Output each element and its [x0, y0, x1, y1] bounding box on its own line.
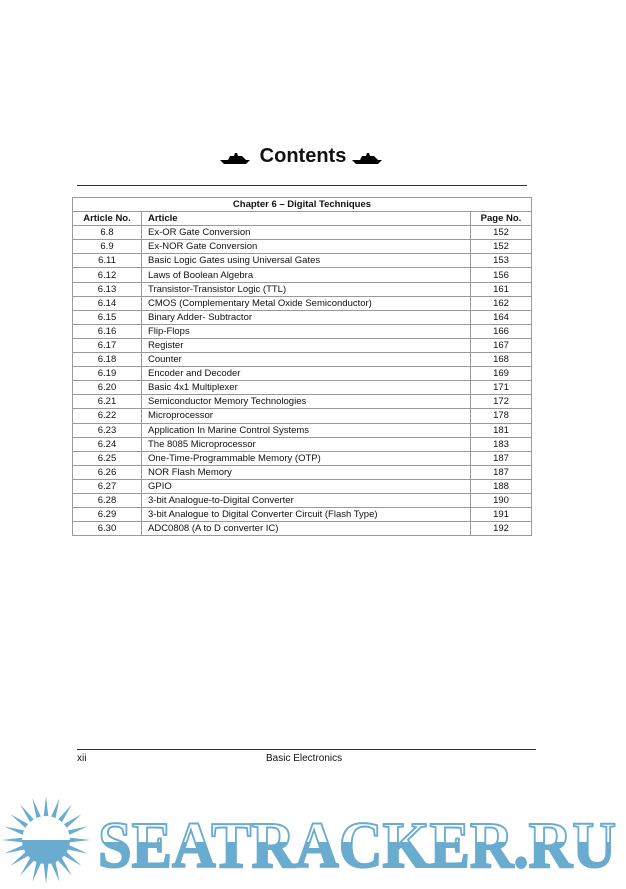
table-row [73, 324, 532, 338]
page-no: 162 [471, 296, 532, 310]
article-title: Flip-Flops [142, 324, 471, 338]
article-no: 6.16 [73, 324, 142, 338]
article-title: Basic Logic Gates using Universal Gates [142, 254, 471, 268]
article-title: Ex-OR Gate Conversion [142, 226, 471, 240]
table-row [73, 254, 532, 268]
page-no: 172 [471, 395, 532, 409]
page-no: 161 [471, 282, 532, 296]
table-row [73, 437, 532, 451]
chapter-heading: Chapter 6 – Digital Techniques [73, 198, 532, 212]
table-row [73, 282, 532, 296]
article-title: Binary Adder- Subtractor [142, 310, 471, 324]
article-title: Semiconductor Memory Technologies [142, 395, 471, 409]
ship-icon [352, 152, 386, 164]
article-title: Ex-NOR Gate Conversion [142, 240, 471, 254]
article-title: Register [142, 338, 471, 352]
book-title: Basic Electronics [266, 753, 343, 764]
article-title: Counter [142, 353, 471, 367]
article-no: 6.15 [73, 310, 142, 324]
column-header-page-no: Page No. [471, 212, 532, 226]
page-no: 187 [471, 451, 532, 465]
contents-table [72, 197, 532, 536]
page-number: xii [77, 753, 87, 764]
table-row [73, 310, 532, 324]
table-row [73, 240, 532, 254]
page-no: 153 [471, 254, 532, 268]
watermark-logo [0, 795, 626, 889]
article-no: 6.14 [73, 296, 142, 310]
table-row [73, 268, 532, 282]
page-title [0, 145, 606, 168]
page-no: 152 [471, 226, 532, 240]
article-no: 6.30 [73, 522, 142, 536]
article-title: 3-bit Analogue to Digital Converter Circuit (Flash Type) [142, 508, 471, 522]
article-title: Laws of Boolean Algebra [142, 268, 471, 282]
article-title: 3-bit Analogue-to-Digital Converter [142, 493, 471, 507]
page-no: 164 [471, 310, 532, 324]
article-title: GPIO [142, 479, 471, 493]
table-row [73, 395, 532, 409]
table-row [73, 465, 532, 479]
page-no: 187 [471, 465, 532, 479]
table-row [73, 353, 532, 367]
article-no: 6.12 [73, 268, 142, 282]
page-no: 181 [471, 423, 532, 437]
table-row [73, 338, 532, 352]
article-no: 6.19 [73, 367, 142, 381]
page-no: 166 [471, 324, 532, 338]
article-no: 6.29 [73, 508, 142, 522]
page-no: 169 [471, 367, 532, 381]
page-no: 178 [471, 409, 532, 423]
page-no: 156 [471, 268, 532, 282]
page-no: 188 [471, 479, 532, 493]
article-no: 6.17 [73, 338, 142, 352]
page-no: 171 [471, 381, 532, 395]
table-row [73, 508, 532, 522]
article-no: 6.18 [73, 353, 142, 367]
article-no: 6.21 [73, 395, 142, 409]
article-no: 6.27 [73, 479, 142, 493]
table-row [73, 493, 532, 507]
column-header-article-no: Article No. [73, 212, 142, 226]
article-no: 6.11 [73, 254, 142, 268]
table-row [73, 479, 532, 493]
article-title: CMOS (Complementary Metal Oxide Semiconductor) [142, 296, 471, 310]
article-title: Application In Marine Control Systems [142, 423, 471, 437]
table-row [73, 381, 532, 395]
article-no: 6.13 [73, 282, 142, 296]
table-row [73, 226, 532, 240]
article-title: Encoder and Decoder [142, 367, 471, 381]
footer-rule [77, 749, 536, 750]
table-row [73, 522, 532, 536]
article-title: Transistor-Transistor Logic (TTL) [142, 282, 471, 296]
article-title: One-Time-Programmable Memory (OTP) [142, 451, 471, 465]
page-no: 168 [471, 353, 532, 367]
table-row [73, 451, 532, 465]
article-title: NOR Flash Memory [142, 465, 471, 479]
page-no: 152 [471, 240, 532, 254]
table-row [73, 296, 532, 310]
contents-heading: Contents [259, 145, 347, 167]
page-no: 190 [471, 493, 532, 507]
article-title: ADC0808 (A to D converter IC) [142, 522, 471, 536]
page-no: 167 [471, 338, 532, 352]
article-no: 6.20 [73, 381, 142, 395]
table-row [73, 423, 532, 437]
article-no: 6.24 [73, 437, 142, 451]
article-no: 6.9 [73, 240, 142, 254]
article-no: 6.23 [73, 423, 142, 437]
article-title: The 8085 Microprocessor [142, 437, 471, 451]
page-no: 183 [471, 437, 532, 451]
column-header-article: Article [142, 212, 471, 226]
sun-icon [2, 796, 90, 884]
ship-icon [220, 152, 254, 164]
article-title: Microprocessor [142, 409, 471, 423]
article-no: 6.26 [73, 465, 142, 479]
article-no: 6.8 [73, 226, 142, 240]
article-title: Basic 4x1 Multiplexer [142, 381, 471, 395]
article-no: 6.22 [73, 409, 142, 423]
table-row [73, 367, 532, 381]
page-no: 192 [471, 522, 532, 536]
top-rule [77, 185, 527, 186]
watermark-text: SEATRACKER.RU [98, 809, 616, 882]
article-no: 6.28 [73, 493, 142, 507]
table-row [73, 409, 532, 423]
article-no: 6.25 [73, 451, 142, 465]
page-no: 191 [471, 508, 532, 522]
